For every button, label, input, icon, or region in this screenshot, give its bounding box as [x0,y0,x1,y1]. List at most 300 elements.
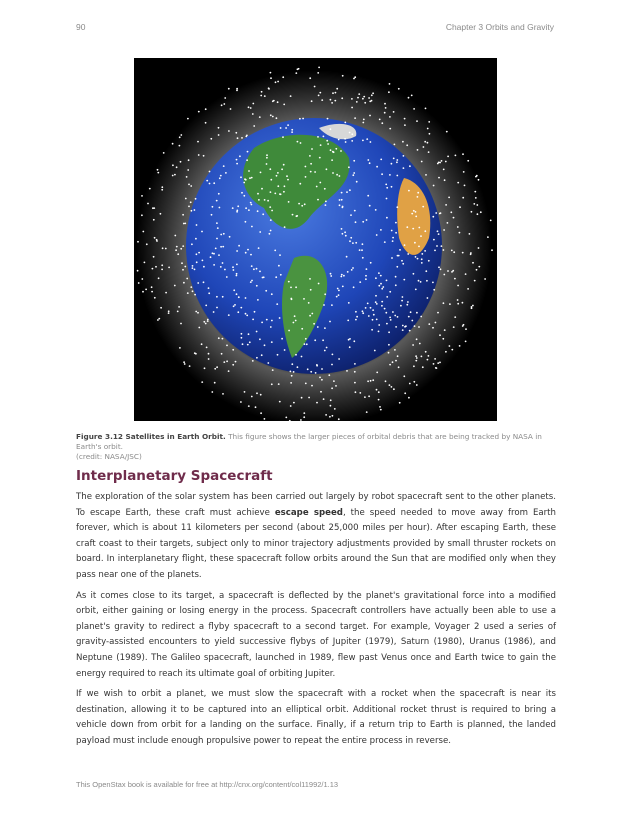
debris-dot [309,77,311,79]
debris-dot [192,290,194,292]
debris-dot [314,339,316,341]
section-body [76,490,556,755]
debris-dot [420,316,422,318]
debris-dot [311,313,313,315]
debris-dot [339,199,341,201]
debris-dot [275,81,277,83]
debris-dot [336,88,338,90]
debris-dot [444,329,446,331]
debris-dot [432,327,434,329]
debris-dot [210,138,212,140]
debris-dot [174,235,176,237]
debris-dot [459,206,461,208]
debris-dot [179,145,181,147]
debris-dot [465,273,467,275]
debris-dot [362,122,364,124]
term-escape-speed: escape speed [274,507,343,518]
debris-dot [338,418,340,420]
debris-dot [220,266,222,268]
debris-dot [433,239,435,241]
debris-dot [343,275,345,277]
debris-dot [198,111,200,113]
debris-dot [331,159,333,161]
debris-dot [379,119,381,121]
debris-dot [443,302,445,304]
debris-dot [261,91,263,93]
debris-dot [192,265,194,267]
debris-dot [295,320,297,322]
debris-dot [190,185,192,187]
debris-dot [342,286,344,288]
debris-dot [355,221,357,223]
debris-dot [253,125,255,127]
debris-dot [174,174,176,176]
debris-dot [416,120,418,122]
debris-dot [337,288,339,290]
debris-dot [198,154,200,156]
debris-dot [434,358,436,360]
debris-dot [251,177,253,179]
debris-dot [266,154,268,156]
debris-dot [376,166,378,168]
debris-dot [428,151,430,153]
debris-dot [404,124,406,126]
debris-dot [484,278,486,280]
debris-dot [372,92,374,94]
debris-dot [308,302,310,304]
debris-dot [317,72,319,74]
debris-dot [351,98,353,100]
debris-dot [263,276,265,278]
debris-dot [168,267,170,269]
debris-dot [241,337,243,339]
debris-dot [395,284,397,286]
debris-dot [393,388,395,390]
debris-dot [386,187,388,189]
debris-dot [351,107,353,109]
debris-dot [218,193,220,195]
debris-dot [290,382,292,384]
debris-dot [376,303,378,305]
debris-dot [247,151,249,153]
debris-dot [367,195,369,197]
debris-dot [392,311,394,313]
debris-dot [395,276,397,278]
debris-dot [428,355,430,357]
debris-dot [378,331,380,333]
debris-dot [180,248,182,250]
debris-dot [316,365,318,367]
debris-dot [325,204,327,206]
debris-dot [287,124,289,126]
debris-dot [214,382,216,384]
debris-dot [271,341,273,343]
debris-dot [267,200,269,202]
debris-dot [284,185,286,187]
debris-dot [427,142,429,144]
debris-dot [311,148,313,150]
debris-dot [422,366,424,368]
debris-dot [388,331,390,333]
debris-dot [400,305,402,307]
debris-dot [445,351,447,353]
debris-dot [270,230,272,232]
debris-dot [216,222,218,224]
debris-dot [184,266,186,268]
debris-dot [467,288,469,290]
debris-dot [172,164,174,166]
debris-dot [385,380,387,382]
debris-dot [396,206,398,208]
debris-dot [251,396,253,398]
debris-dot [222,246,224,248]
debris-dot [465,328,467,330]
debris-dot [389,116,391,118]
debris-dot [409,165,411,167]
debris-dot [270,326,272,328]
debris-dot [346,370,348,372]
debris-dot [478,266,480,268]
debris-dot [154,297,156,299]
debris-dot [271,293,273,295]
debris-dot [255,406,257,408]
debris-dot [208,292,210,294]
debris-dot [264,418,266,420]
debris-dot [441,245,443,247]
debris-dot [333,380,335,382]
debris-dot [355,391,357,393]
debris-dot [258,247,260,249]
debris-dot [290,371,292,373]
debris-dot [226,276,228,278]
debris-dot [407,301,409,303]
debris-dot [176,246,178,248]
debris-dot [433,289,435,291]
debris-dot [344,122,346,124]
debris-dot [236,264,238,266]
debris-dot [236,293,238,295]
debris-dot [207,320,209,322]
debris-dot [403,279,405,281]
debris-dot [359,392,361,394]
debris-dot [389,364,391,366]
debris-dot [453,217,455,219]
debris-dot [451,250,453,252]
debris-dot [474,280,476,282]
debris-dot [457,182,459,184]
debris-dot [257,299,259,301]
debris-dot [396,161,398,163]
debris-dot [472,305,474,307]
debris-dot [228,130,230,132]
debris-dot [295,354,297,356]
debris-dot [384,112,386,114]
debris-dot [232,207,234,209]
debris-dot [233,305,235,307]
debris-dot [222,262,224,264]
debris-dot [443,274,445,276]
debris-dot [256,331,258,333]
debris-dot [413,210,415,212]
debris-dot [266,319,268,321]
debris-dot [236,163,238,165]
debris-dot [476,175,478,177]
debris-dot [161,264,163,266]
debris-dot [462,153,464,155]
debris-dot [369,115,371,117]
debris-dot [362,243,364,245]
debris-dot [196,261,198,263]
debris-dot [259,116,261,118]
debris-dot [301,397,303,399]
debris-dot [197,312,199,314]
debris-dot [335,148,337,150]
debris-dot [340,150,342,152]
debris-dot [258,199,260,201]
debris-dot [195,238,197,240]
debris-dot [270,179,272,181]
debris-dot [348,166,350,168]
debris-dot [342,206,344,208]
debris-dot [469,233,471,235]
debris-dot [272,100,274,102]
debris-dot [317,199,319,201]
debris-dot [224,97,226,99]
debris-dot [252,103,254,105]
debris-dot [453,251,455,253]
debris-dot [188,184,190,186]
debris-dot [303,298,305,300]
debris-dot [283,164,285,166]
debris-dot [186,176,188,178]
debris-dot [388,344,390,346]
debris-dot [257,210,259,212]
debris-dot [291,129,293,131]
debris-dot [355,242,357,244]
debris-dot [404,244,406,246]
debris-dot [398,255,400,257]
debris-dot [336,174,338,176]
debris-dot [236,210,238,212]
debris-dot [371,329,373,331]
debris-dot [435,367,437,369]
debris-dot [457,299,459,301]
debris-dot [402,325,404,327]
debris-dot [201,381,203,383]
debris-dot [362,98,364,100]
debris-dot [301,205,303,207]
debris-dot [319,92,321,94]
debris-dot [270,219,272,221]
debris-dot [311,385,313,387]
debris-dot [184,363,186,365]
debris-dot [152,207,154,209]
debris-dot [329,321,331,323]
debris-dot [175,249,177,251]
debris-dot [223,165,225,167]
debris-dot [260,394,262,396]
debris-dot [350,214,352,216]
debris-dot [157,169,159,171]
debris-dot [216,296,218,298]
debris-dot [392,361,394,363]
debris-dot [416,338,418,340]
debris-dot [187,292,189,294]
debris-dot [412,228,414,230]
debris-dot [149,188,151,190]
debris-dot [317,326,319,328]
debris-dot [345,235,347,237]
debris-dot [457,303,459,305]
debris-dot [375,277,377,279]
debris-dot [381,305,383,307]
debris-dot [298,203,300,205]
debris-dot [414,325,416,327]
debris-dot [222,296,224,298]
debris-dot [290,405,292,407]
debris-dot [245,221,247,223]
debris-dot [322,339,324,341]
debris-dot [384,308,386,310]
debris-dot [330,149,332,151]
debris-dot [237,137,239,139]
debris-dot [324,327,326,329]
debris-dot [290,298,292,300]
debris-dot [432,216,434,218]
debris-dot [301,356,303,358]
debris-dot [290,95,292,97]
debris-dot [248,170,250,172]
debris-dot [391,186,393,188]
debris-dot [372,319,374,321]
debris-dot [141,214,143,216]
debris-dot [402,263,404,265]
debris-dot [371,94,373,96]
debris-dot [248,405,250,407]
debris-dot [359,281,361,283]
debris-dot [293,322,295,324]
debris-dot [259,271,261,273]
debris-dot [351,133,353,135]
debris-dot [141,278,143,280]
debris-dot [354,117,356,119]
debris-dot [182,245,184,247]
debris-dot [314,171,316,173]
debris-dot [332,354,334,356]
debris-dot [260,412,262,414]
debris-dot [467,160,469,162]
debris-dot [211,391,213,393]
debris-dot [299,183,301,185]
debris-dot [330,399,332,401]
debris-dot [290,287,292,289]
debris-dot [415,216,417,218]
debris-dot [478,247,480,249]
debris-dot [198,252,200,254]
debris-dot [380,229,382,231]
debris-dot [216,307,218,309]
debris-dot [446,131,448,133]
debris-dot [320,144,322,146]
debris-dot [395,326,397,328]
debris-dot [284,349,286,351]
paragraph-2: As it comes close to its target, a spacecraft is deflected by the planet's gravitational force into a modified orbit, either gaining or losing energy in the process. Spacecraft controllers have actually been able to use a planet's gravity to redirect a flyby spacecraft to a second target. For example, Voyager 2 used a series of gravity-assisted encounters to yield successive flybys of Jupiter (1979), Saturn (1980), Uranus (1986), and Neptune (1989). The Galileo spacecraft, launched in 1989, flew past Venus once and Earth twice to gain the energy required to reach its ultimate goal of orbiting Jupiter. [76,590,556,679]
debris-dot [137,241,139,243]
debris-dot [320,391,322,393]
debris-dot [362,140,364,142]
debris-dot [251,265,253,267]
debris-dot [348,302,350,304]
debris-dot [245,313,247,315]
debris-dot [366,138,368,140]
debris-dot [314,86,316,88]
debris-dot [352,174,354,176]
debris-dot [196,253,198,255]
debris-dot [307,368,309,370]
debris-dot [363,96,365,98]
debris-dot [374,350,376,352]
debris-dot [404,118,406,120]
debris-dot [251,226,253,228]
debris-dot [349,132,351,134]
debris-dot [224,269,226,271]
debris-dot [373,314,375,316]
debris-dot [257,193,259,195]
debris-dot [345,141,347,143]
debris-dot [319,377,321,379]
debris-dot [180,323,182,325]
debris-dot [376,319,378,321]
debris-dot [370,141,372,143]
debris-dot [252,360,254,362]
debris-dot [147,203,149,205]
debris-dot [292,214,294,216]
debris-dot [288,201,290,203]
debris-dot [297,141,299,143]
debris-dot [428,260,430,262]
debris-dot [381,173,383,175]
debris-dot [421,253,423,255]
debris-dot [305,166,307,168]
debris-dot [176,166,178,168]
debris-dot [406,226,408,228]
debris-dot [407,253,409,255]
debris-dot [447,156,449,158]
debris-dot [424,230,426,232]
debris-dot [222,338,224,340]
debris-dot [386,296,388,298]
debris-dot [384,103,386,105]
debris-dot [208,287,210,289]
debris-dot [331,364,333,366]
debris-dot [434,250,436,252]
debris-dot [323,304,325,306]
debris-dot [359,249,361,251]
debris-dot [299,118,301,120]
debris-dot [156,239,158,241]
debris-dot [221,104,223,106]
debris-dot [310,171,312,173]
debris-dot [417,258,419,260]
debris-dot [205,122,207,124]
debris-dot [330,128,332,130]
debris-dot [471,211,473,213]
debris-dot [228,370,230,372]
debris-dot [206,347,208,349]
debris-dot [394,144,396,146]
debris-dot [235,132,237,134]
debris-dot [282,76,284,78]
